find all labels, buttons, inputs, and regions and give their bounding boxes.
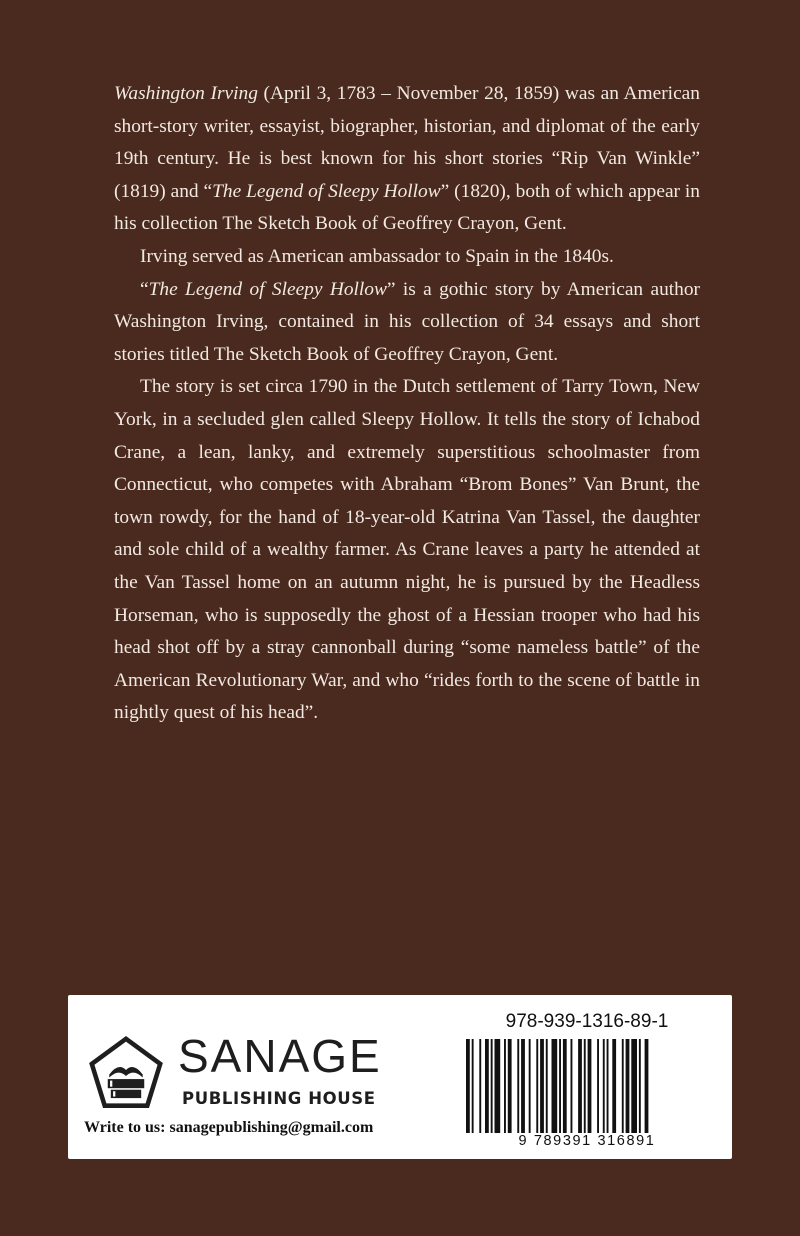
story-title: The Legend of Sleepy Hollow xyxy=(148,278,387,300)
barcode xyxy=(462,1039,712,1133)
isbn-number: 978-939-1316-89-1 xyxy=(505,1011,669,1032)
publisher-panel xyxy=(68,995,732,1159)
back-cover-blurb xyxy=(114,78,700,730)
barcode-digits: 9 789391 316891 xyxy=(518,1133,656,1149)
publisher-contact: Write to us: sanagepublishing@gmail.com xyxy=(84,1119,374,1136)
publisher-name: SANAGE xyxy=(178,1030,382,1082)
blurb-paragraph-1: Washington Irving (April 3, 1783 – November 28, 1859) was an American short-story writer, essayist, biographer, historian, and diplomat of the early 19th century. He is best known for his short stories “Rip Van Winkle” (1819) and “The Legend of Sleepy Hollow” (1820), both of which appear in his collection The Sketch Book of Geoffrey Crayon, Gent. xyxy=(114,83,700,235)
story-title: The Legend of Sleepy Hollow xyxy=(212,180,441,202)
author-name: Washington Irving xyxy=(114,83,258,104)
blurb-paragraph-4: The story is set circa 1790 in the Dutch settlement of Tarry Town, New York, in a secluded glen called Sleepy Hollow. It tells the story of Ichabod Crane, a lean, lanky, and extremely superstitious schoolmaster from Connecticut, who competes with Abraham “Brom Bones” Van Brunt, the town rowdy, for the hand of 18-year-old Katrina Van Tassel, the daughter and sole child of a wealthy farmer. As Crane leaves a party he attended at the Van Tassel home on an autumn night, he is pursued by the Headless Horseman, who is supposedly the ghost of a Hessian trooper who had his head shot off by a stray cannonball during “some nameless battle” of the American Revolutionary War, and who “rides forth to the scene of battle in nightly quest of his head”. xyxy=(114,376,700,724)
books-in-pentagon-icon xyxy=(88,1035,164,1111)
blurb-paragraph-3: “The Legend of Sleepy Hollow” is a gothic story by American author Washington Irving, contained in his collection of 34 essays and short stories titled The Sketch Book of Geoffrey Crayon, Gent. xyxy=(114,278,700,365)
publisher-subtitle: PUBLISHING HOUSE xyxy=(182,1089,376,1108)
blurb-paragraph-2: Irving served as American ambassador to Spain in the 1840s. xyxy=(140,245,614,267)
